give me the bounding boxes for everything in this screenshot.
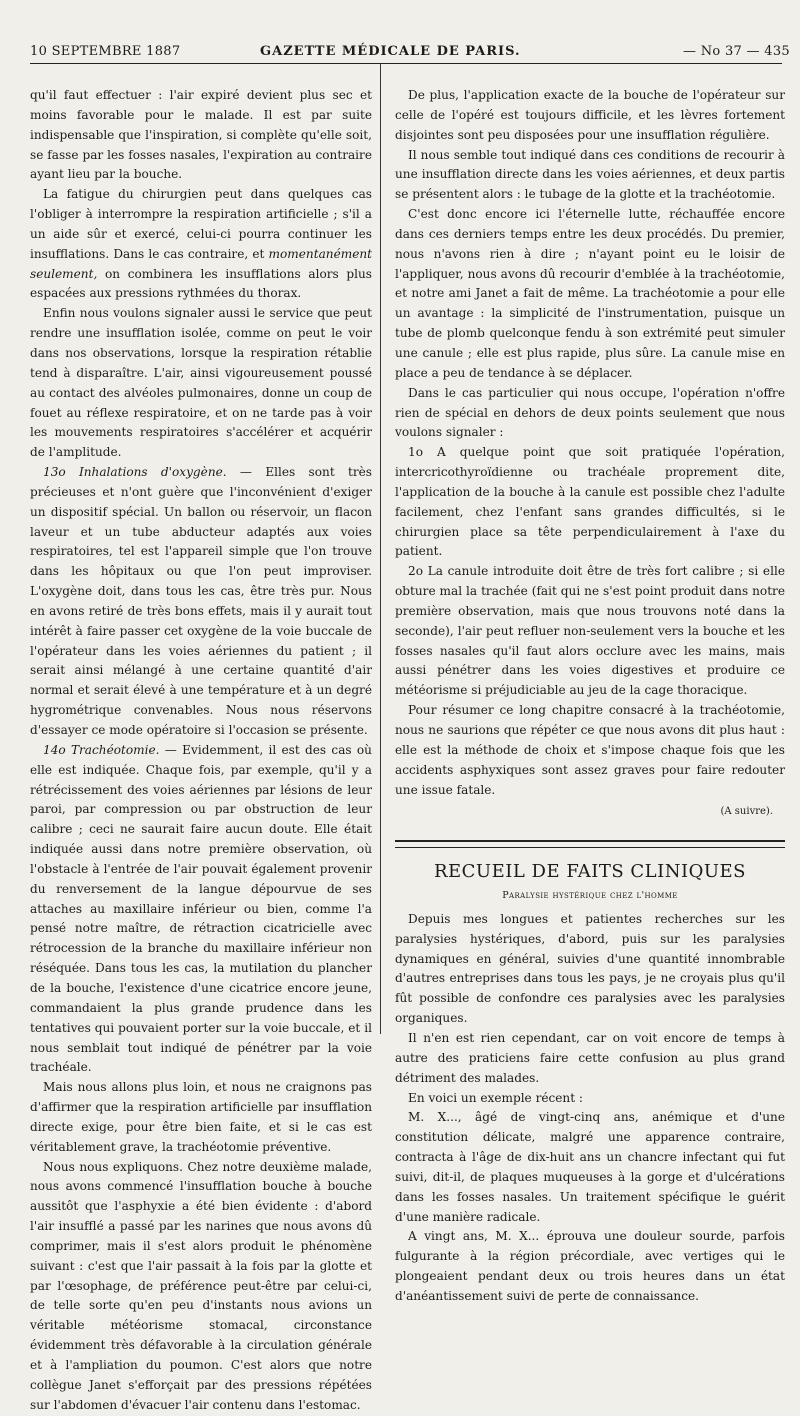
paragraph: Enfin nous voulons signaler aussi le service que peut rendre une insufflation isolée, comme on peut le voir dans nos observations, lorsque la respiration rétablie tend à disparaître. L'air, ainsi vigoureusement poussé au contact des alvéoles pulmonaires, donne un coup de fouet au réflexe respiratoire, et on ne tarde pas à voir les mouvements respiratoires s'accélérer et acquérir de l'amplitude.	[30, 306, 372, 460]
header-date: 10 SEPTEMBRE 1887	[30, 44, 181, 59]
paragraph: Dans le cas particulier qui nous occupe, l'opération n'offre rien de spécial en dehors de deux points seulement que nous voulons signaler :	[395, 385, 785, 440]
paragraph: 2o La canule introduite doit être de très fort calibre ; si elle obture mal la trachée (fait qui ne s'est point produit dans notre première observation, mais que nous trouvons noté dans la seconde), l'air peut refluer non-seulement vers la bouche et les fosses nasales qu'il faut alors occlure avec les mains, mais aussi pénétrer dans les voies digestives et produire ce météorisme si préjudiciable au jeu de la cage thoracique.	[395, 564, 785, 698]
header-issue-number: — No 37 — 435	[683, 44, 790, 59]
section-label: 13o Inhalations d'oxygène.	[43, 465, 227, 480]
paragraph: M. X..., âgé de vingt-cinq ans, anémique et d'une constitution délicate, malgré une apparence contraire, contracta à l'âge de dix-huit ans un chancre infectant qui fut suivi, dit-il, de plaques muqueuses à la gorge et d'ulcérations dans les fosses nasales. Un traitement spécifique le guérit d'une manière radicale.	[395, 1110, 785, 1224]
page-header	[30, 40, 790, 62]
paragraph: Il nous semble tout indiqué dans ces conditions de recourir à une insufflation directe dans les voies aériennes, et deux partis se présentent alors : le tubage de la glotte et la trachéotomie.	[395, 147, 785, 202]
paragraph: Mais nous allons plus loin, et nous ne craignons pas d'affirmer que la respiration artificielle par insufflation directe exige, pour être bien faite, et si le cas est véritablement grave, la trachéotomie préventive.	[30, 1080, 372, 1154]
header-title: GAZETTE MÉDICALE DE PARIS.	[260, 44, 521, 59]
subsection-title: Paralysie hystérique chez l'homme	[502, 890, 678, 902]
paragraph: La fatigue du chirurgien peut dans quelques cas l'obliger à interrompre la respiration artificielle ; s'il a un aide sûr et exercé, celui-ci pourra continuer les insufflations. Dans le cas contraire, et momentanément seulement, on combinera les insufflations alors plus espacées aux pressions rythmées du thorax.	[30, 187, 372, 301]
right-column	[395, 86, 785, 1307]
paragraph: Depuis mes longues et patientes recherches sur les paralysies hystériques, d'abord, puis sur les paralysies dynamiques en général, suivies d'une quantité innombrable d'autres entreprises dans tous les pays, je ne croyais plus qu'il fût possible de confondre ces paralysies avec les paralysies organiques.	[395, 911, 785, 1026]
paragraph: Nous nous expliquons. Chez notre deuxième malade, nous avons commencé l'insufflation bouche à bouche aussitôt que l'asphyxie a été bien évidente : d'abord l'air insufflé a passé par les narines que nous avons dû comprimer, mais il s'est alors produit le phénomène suivant : c'est que l'air passait à la fois par la glotte et par l'œsophage, de préférence peut-être par celui-ci, de telle sorte qu'en peu d'instants nous avions un véritable météorisme stomacal, circonstance évidemment très défavorable à la circulation générale et à l'ampliation du poumon. C'est alors que notre collègue Janet s'efforçait par des pressions répétées sur l'abdomen d'évacuer l'air contenu dans l'estomac.	[30, 1159, 372, 1412]
paragraph: Pour résumer ce long chapitre consacré à la trachéotomie, nous ne saurions que répéter ce que nous avons dit plus haut : elle est la méthode de choix et s'impose chaque fois que les accidents asphyxiques sont assez graves pour faire redouter une issue fatale.	[395, 703, 785, 797]
paragraph: Il n'en est rien cependant, car on voit encore de temps à autre des praticiens faire cette confusion au plus grand détriment des malades.	[395, 1030, 785, 1085]
paragraph: 1o A quelque point que soit pratiquée l'opération, intercricothyroïdienne ou trachéale proprement dite, l'application de la bouche à la canule est possible chez l'adulte facilement, chez l'enfant sans grandes difficultés, si le chirurgien place sa tête perpendiculairement à l'axe du patient.	[395, 445, 785, 559]
left-column	[30, 86, 372, 1416]
section-label: 14o Trachéotomie.	[43, 742, 160, 757]
to-be-continued: (A suivre).	[720, 806, 773, 818]
column-divider	[380, 64, 381, 1034]
paragraph: A vingt ans, M. X... éprouva une douleur sourde, parfois fulgurante à la région précordiale, avec vertiges qui le plongeaient pendant deux ou trois heures dans un état d'anéantissement suivi de perte de connaissance.	[395, 1229, 785, 1303]
paragraph: 14o Trachéotomie. — Evidemment, il est des cas où elle est indiquée. Chaque fois, par exemple, qu'il y a rétrécissement des voies aériennes par lésions de leur paroi, par compression ou par obstruction de leur calibre ; ceci ne saurait faire aucun doute. Elle était indiquée aussi dans notre première observation, où l'obstacle à l'entrée de l'air pouvait également provenir du renversement de la langue dépourvue de ses attaches au maxillaire inférieur ou bien, comme l'a pensé notre maître, de rétraction cicatricielle avec rétrocession de la branche du maxillaire inférieur non réséquée. Dans tous les cas, la mutilation du plancher de la bouche, l'existence d'une cicatrice encore jeune, commandaient la plus grande prudence dans les tentatives qui pouvaient porter sur la voie buccale, et il nous semblait tout indiqué de pénétrer par la voie trachéale.	[30, 742, 372, 1075]
header-rule	[30, 63, 782, 64]
section-divider	[395, 840, 785, 848]
paragraph: De plus, l'application exacte de la bouche de l'opérateur sur celle de l'opéré est toujours difficile, et les lèvres fortement disjointes sont peu disposées pour une insufflation régulière.	[395, 88, 785, 142]
paragraph: En voici un exemple récent :	[408, 1090, 583, 1105]
paragraph: C'est donc encore ici l'éternelle lutte, réchauffée encore dans ces derniers temps entre les deux procédés. Du premier, nous n'avons rien à dire ; n'ayant point eu le loisir de l'appliquer, nous avons dû recourir d'emblée à la trachéotomie, et notre ami Janet a fait de même. La trachéotomie a pour elle un avantage : la simplicité de l'instrumentation, puisque un tube de plomb quelconque fendu à son extrémité peut simuler une canule ; elle est plus rapide, plus sûre. La canule mise en place a peu de tendance à se déplacer.	[395, 207, 785, 380]
paragraph: qu'il faut effectuer : l'air expiré devient plus sec et moins favorable pour le malade. Il est par suite indispensable que l'inspiration, si complète qu'elle soit, se fasse par les fosses nasales, l'expiration au contraire ayant lieu par la bouche.	[30, 88, 372, 182]
section-title: RECUEIL DE FAITS CLINIQUES	[433, 861, 747, 883]
paragraph: 13o Inhalations d'oxygène. — Elles sont très précieuses et n'ont guère que l'inconvénient d'exiger un dispositif spécial. Un ballon ou réservoir, un flacon laveur et un tube abducteur adaptés aux voies respiratoires, tel est l'appareil simple que l'on trouve dans les hôpitaux ou que l'on peut improviser. L'oxygène doit, dans tous les cas, être très pur. Nous en avons retiré de très bons effets, mais il y aurait tout intérêt à faire passer cet oxygène de la voie buccale de l'opérateur dans les voies aériennes du patient ; il serait ainsi mélangé à une certaine quantité d'air normal et serait élevé à une température et à un degré hygrométrique convenables. Nous nous réservons d'essayer ce mode opératoire si l'occasion se présente.	[30, 465, 372, 737]
